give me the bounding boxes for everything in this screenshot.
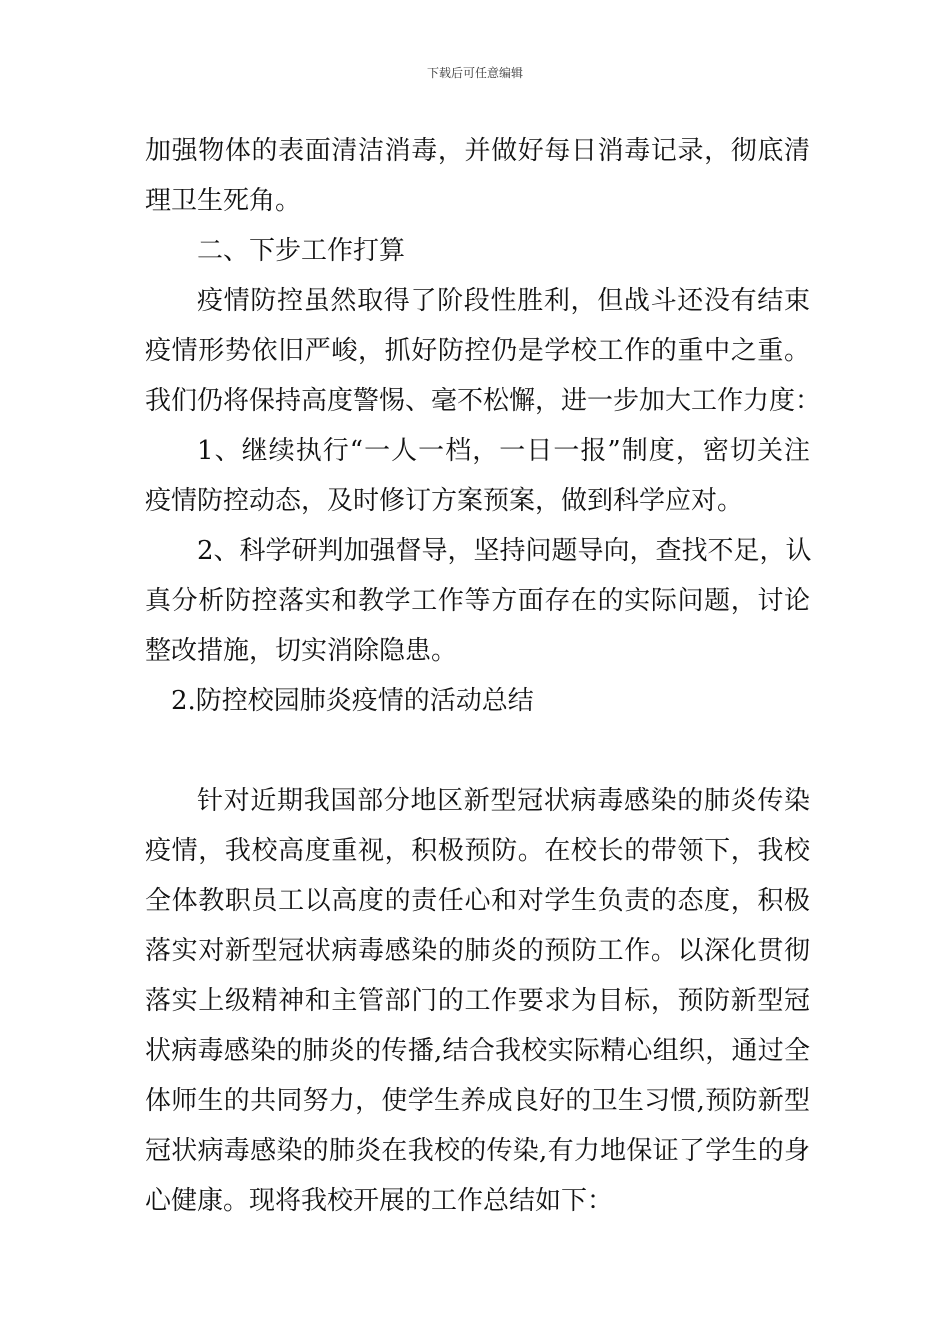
paragraph-line: 全体教职员工以高度的责任心和对学生负责的态度，积极 bbox=[145, 886, 810, 916]
paragraph-line: 心健康。现将我校开展的工作总结如下： bbox=[145, 1186, 614, 1216]
list-item-line: 1、继续执行“一人一档，一日一报”制度，密切关注 bbox=[197, 436, 810, 466]
list-item-line: 真分析防控落实和教学工作等方面存在的实际问题，讨论 bbox=[145, 586, 810, 616]
paragraph-line: 理卫生死角。 bbox=[145, 186, 302, 216]
paragraph-line: 加强物体的表面清洁消毒，并做好每日消毒记录，彻底清 bbox=[145, 136, 810, 166]
paragraph-line: 疫情形势依旧严峻，抓好防控仍是学校工作的重中之重。 bbox=[145, 336, 810, 366]
article-title: 2.防控校园肺炎疫情的活动总结 bbox=[171, 686, 534, 716]
page-header: 下载后可任意编辑 bbox=[426, 66, 523, 80]
list-item-line: 疫情防控动态，及时修订方案预案，做到科学应对。 bbox=[145, 486, 744, 516]
paragraph-line: 状病毒感染的肺炎的传播,结合我校实际精心组织，通过全 bbox=[145, 1036, 810, 1066]
paragraph-line: 落实对新型冠状病毒感染的肺炎的预防工作。以深化贯彻 bbox=[145, 936, 810, 966]
document-body bbox=[145, 126, 822, 1226]
section-heading: 二、下步工作打算 bbox=[197, 236, 406, 266]
list-item-line: 整改措施，切实消除隐患。 bbox=[145, 636, 458, 666]
paragraph-line: 我们仍将保持高度警惕、毫不松懈，进一步加大工作力度： bbox=[145, 386, 822, 416]
paragraph-line: 冠状病毒感染的肺炎在我校的传染,有力地保证了学生的身 bbox=[145, 1136, 810, 1166]
list-item-line: 2、科学研判加强督导，坚持问题导向，查找不足，认 bbox=[197, 536, 812, 566]
blank-line bbox=[145, 726, 810, 776]
paragraph-line: 体师生的共同努力，使学生养成良好的卫生习惯,预防新型 bbox=[145, 1086, 810, 1116]
paragraph-line: 疫情，我校高度重视，积极预防。在校长的带领下，我校 bbox=[145, 836, 810, 866]
paragraph-line: 针对近期我国部分地区新型冠状病毒感染的肺炎传染 bbox=[197, 786, 810, 816]
paragraph-line: 落实上级精神和主管部门的工作要求为目标，预防新型冠 bbox=[145, 986, 810, 1016]
paragraph-line: 疫情防控虽然取得了阶段性胜利，但战斗还没有结束 bbox=[197, 286, 810, 316]
